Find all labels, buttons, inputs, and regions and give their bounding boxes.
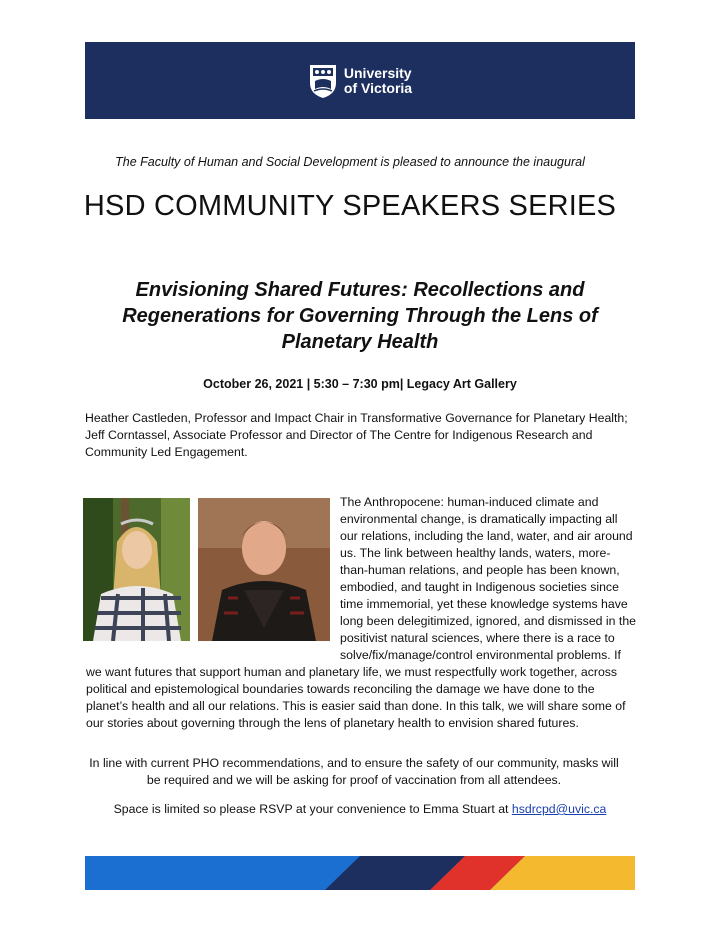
rsvp-line [0, 802, 720, 816]
brand-line-1: University [343, 64, 412, 81]
speaker-photo-woman [83, 498, 190, 641]
event-info: October 26, 2021 | 5:30 – 7:30 pm| Legacy Art Gallery [203, 377, 517, 391]
rsvp-text: Space is limited so please RSVP at your convenience to Emma Stuart at [113, 802, 512, 816]
intro-text: The Faculty of Human and Social Development is pleased to announce the inaugural [115, 155, 585, 169]
brand-line-2: of Victoria [343, 79, 413, 96]
talk-title: Envisioning Shared Futures: Recollections and Regenerations for Governing Through the Lens of Planetary Health [122, 279, 598, 353]
speakers-text: Heather Castleden, Professor and Impact Chair in Transformative Governance for Planetary Health; Jeff Corntassel, Associate Professor and Director of The Centre for Indigenous Research and Community Led Engagement. [85, 411, 628, 459]
university-crest-icon [308, 63, 338, 99]
abstract-part-2: we want futures that support human and planetary life, we must respectfully work together, across political and epistemological boundaries towards reconciling the damage we have done to the planet’s health and all our relations. This is easier said than done. In this talk, we will share some of our stories about governing through the lens of planetary health to envision shared futures. [86, 665, 626, 730]
abstract-part-1: The Anthropocene: human-induced climate and environmental change, is dramatically impacting all our relations, including the land, water, and air around us. The link between healthy lands, waters, more-than-human relations, and people has been known, embodied, and taught in Indigenous societies since time immemorial, yet these knowledge systems have long been delegitimized, ignored, and dismissed in the positivist natural sciences, where there is a race to solve/fix/manage/control environmental problems. If [340, 495, 636, 662]
header-banner [85, 42, 635, 119]
footer-color-bar [85, 856, 635, 890]
covid-note: In line with current PHO recommendations, and to ensure the safety of our community, masks will be required and we will be asking for proof of vaccination from all attendees. [89, 756, 619, 787]
speaker-photo-man [198, 498, 330, 641]
university-logo [308, 63, 412, 99]
series-title: HSD COMMUNITY SPEAKERS SERIES [83, 190, 617, 222]
rsvp-email-link[interactable]: hsdrcpd@uvic.ca [511, 802, 607, 816]
